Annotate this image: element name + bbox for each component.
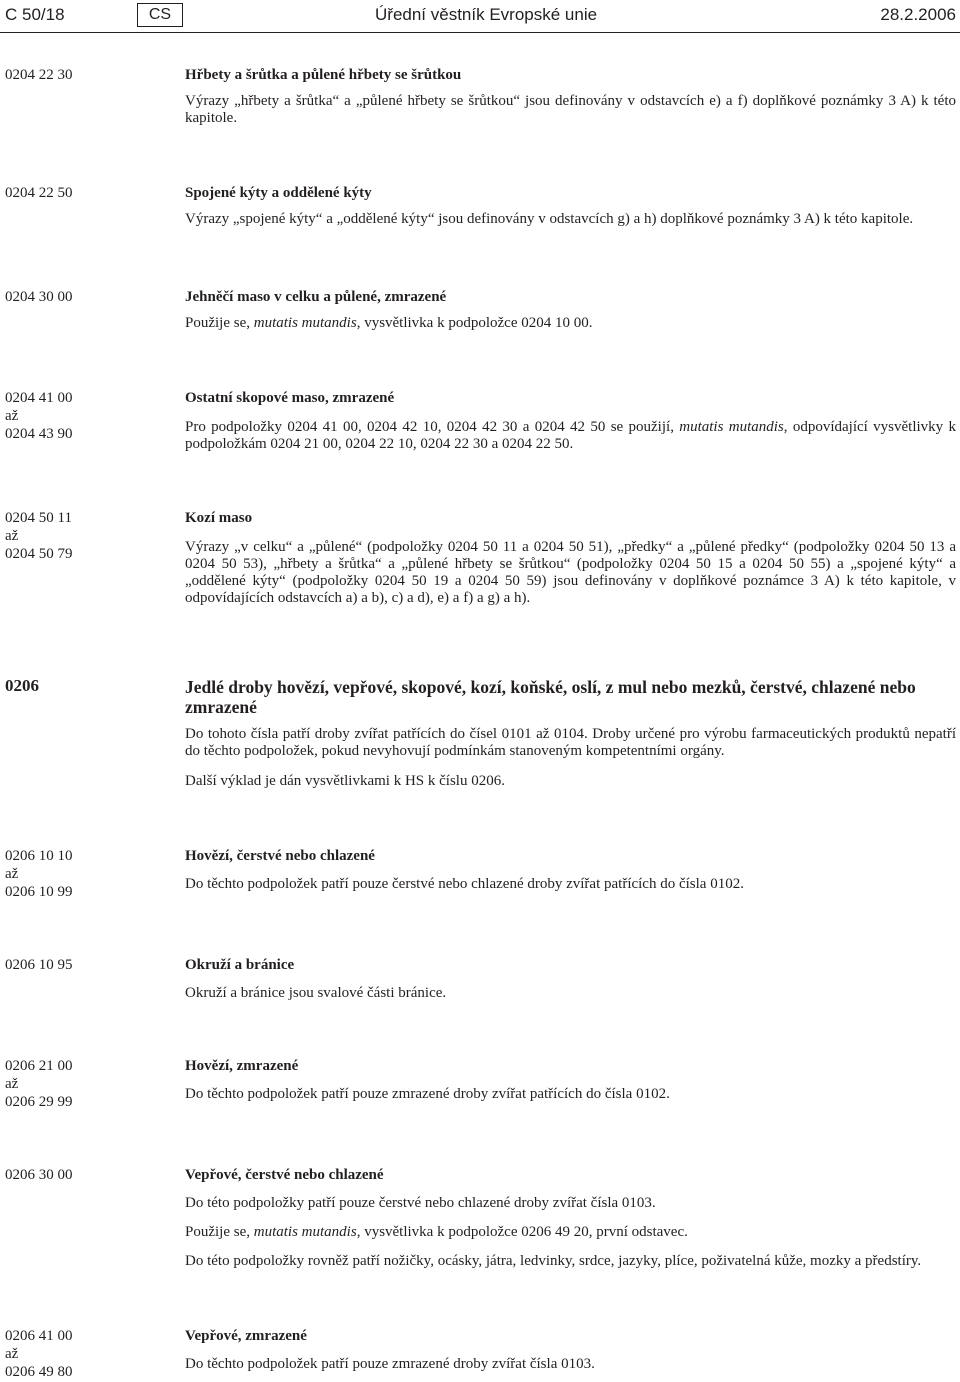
code-number: 0206 30 00 — [5, 1167, 73, 1183]
paragraph-text: Další výklad je dán vysvětlivkami k HS k číslu 0206. — [185, 773, 505, 789]
entry-content — [185, 1057, 956, 1103]
latin-phrase: mutatis mutandis — [253, 1224, 357, 1240]
entry-title: Vepřové, zmrazené — [185, 1328, 307, 1344]
paragraph-text: Do těchto podpoložek patří pouze čerstvé nebo chlazené droby zvířat patřících do čísla 0102. — [185, 876, 744, 892]
page-reference: C 50/18 — [5, 5, 65, 24]
code-number: 0206 49 80 — [5, 1364, 73, 1380]
entry-content — [185, 509, 956, 607]
journal-header — [0, 0, 960, 30]
code-number: 0206 10 10 — [5, 848, 73, 864]
entry-content — [185, 184, 956, 228]
entry-paragraph — [185, 1356, 956, 1373]
subheading-code — [5, 956, 165, 974]
latin-phrase: mutatis mutandis — [679, 419, 784, 435]
paragraph-text: Do těchto podpoložek patří pouze zmrazené droby zvířat čísla 0103. — [185, 1356, 595, 1372]
entry-paragraph — [185, 726, 956, 760]
code-number: 0204 30 00 — [5, 289, 73, 305]
subheading-code — [5, 66, 165, 84]
code-range-separator: až — [5, 1346, 19, 1362]
subheading-code — [5, 184, 165, 202]
paragraph-text: Okruží a bránice jsou svalové části bránice. — [185, 985, 447, 1001]
paragraph-text: , vysvětlivka k podpoložce 0204 10 00. — [356, 315, 593, 331]
language-badge: CS — [137, 3, 183, 27]
entry-paragraph — [185, 1195, 956, 1212]
code-number: 0204 50 79 — [5, 546, 73, 562]
entry-title: Hovězí, zmrazené — [185, 1058, 299, 1074]
entry-paragraph — [185, 1086, 956, 1103]
code-range-separator: až — [5, 528, 19, 544]
entry-title: Hřbety a šrůtka a půlené hřbety se šrůtkou — [185, 67, 462, 83]
subheading-code — [5, 1057, 165, 1111]
paragraph-text: Do tohoto čísla patří droby zvířat patřících do čísel 0101 až 0104. Droby určené pro výrobu farmaceutických produktů nepatří do těchto podpoložek, pokud nevyhovují podmínkám stanoveným kompetentními orgány. — [185, 726, 956, 759]
code-number: 0204 22 30 — [5, 67, 73, 83]
entry-paragraph — [185, 773, 956, 790]
entry-content — [185, 847, 956, 893]
paragraph-text: Do této podpoložky rovněž patří nožičky, ocásky, játra, ledvinky, srdce, jazyky, plíce, poživatelná kůže, mozky a předstíry. — [185, 1253, 922, 1269]
entry-title: Hovězí, čerstvé nebo chlazené — [185, 848, 375, 864]
entry-paragraph — [185, 93, 956, 127]
entry-content — [185, 66, 956, 127]
subheading-code — [5, 677, 165, 695]
entry-content — [185, 389, 956, 453]
entry-paragraph — [185, 315, 956, 332]
subheading-code — [5, 389, 165, 443]
code-number: 0206 29 99 — [5, 1094, 73, 1110]
latin-phrase: mutatis mutandis — [253, 315, 357, 331]
entry-title: Okruží a bránice — [185, 957, 295, 973]
entry-paragraph — [185, 211, 956, 228]
paragraph-text: , odpovídající vysvětlivky k podpoložkám 0204 21 00, 0204 22 10, 0204 22 30 a 0204 22 50. — [185, 419, 956, 452]
subheading-code — [5, 1327, 165, 1381]
paragraph-text: Pro podpoložky 0204 41 00, 0204 42 10, 0204 42 30 a 0204 42 50 se použijí, — [185, 419, 680, 435]
code-range-separator: až — [5, 866, 19, 882]
code-number: 0206 10 99 — [5, 884, 73, 900]
entry-content — [185, 1166, 956, 1270]
paragraph-text: Použije se, — [185, 315, 254, 331]
entry-title: Spojené kýty a oddělené kýty — [185, 185, 372, 201]
entry-paragraph — [185, 1253, 956, 1270]
code-number: 0206 — [5, 676, 39, 695]
entry-title: Ostatní skopové maso, zmrazené — [185, 390, 395, 406]
paragraph-text: , vysvětlivka k podpoložce 0206 49 20, první odstavec. — [356, 1224, 688, 1240]
entry-content — [185, 288, 956, 332]
entry-title: Jehněčí maso v celku a půlené, zmrazené — [185, 289, 447, 305]
entry-content — [185, 677, 956, 790]
code-number: 0204 41 00 — [5, 390, 73, 406]
paragraph-text: Výrazy „hřbety a šrůtka“ a „půlené hřbety se šrůtkou“ jsou definovány v odstavcích e) a f) doplňkové poznámky 3 A) k této kapitole. — [185, 93, 956, 126]
entry-title: Vepřové, čerstvé nebo chlazené — [185, 1167, 384, 1183]
subheading-code — [5, 509, 165, 563]
subheading-code — [5, 1166, 165, 1184]
entry-paragraph — [185, 539, 956, 607]
paragraph-text: Výrazy „v celku“ a „půlené“ (podpoložky 0204 50 11 a 0204 50 51), „předky“ a „půlené předky“ (podpoložky 0204 50 13 a 0204 50 53), „hřbety a šrůtka“ a „půlené hřbety se šrůtkou“ (podpoložky 0204 50 15 a 0204 50 55) a „spojené kýty“ a „oddělené kýty“ (podpoložky 0204 50 19 a 0204 50 59) jsou definovány v doplňkové poznámce 3 A) k této kapitole, v odpovídajících odstavcích a) a b), c) a d), e) a f) a g) a h). — [185, 539, 956, 606]
code-number: 0204 50 11 — [5, 510, 72, 526]
publication-date: 28.2.2006 — [880, 5, 956, 24]
paragraph-text: Do této podpoložky patří pouze čerstvé nebo chlazené droby zvířat čísla 0103. — [185, 1195, 656, 1211]
subheading-code — [5, 847, 165, 901]
entry-paragraph — [185, 419, 956, 453]
entry-content — [185, 956, 956, 1002]
entry-title: Jedlé droby hovězí, vepřové, skopové, kozí, koňské, oslí, z mul nebo mezků, čerstvé, chlazené nebo zmrazené — [185, 677, 916, 717]
entry-paragraph — [185, 876, 956, 893]
code-number: 0204 22 50 — [5, 185, 73, 201]
journal-title: Úřední věstník Evropské unie — [375, 5, 598, 24]
entry-title: Kozí maso — [185, 510, 253, 526]
code-number: 0204 43 90 — [5, 426, 73, 442]
code-number: 0206 21 00 — [5, 1058, 73, 1074]
code-number: 0206 10 95 — [5, 957, 73, 973]
entry-paragraph — [185, 985, 956, 1002]
paragraph-text: Do těchto podpoložek patří pouze zmrazené droby zvířat patřících do čísla 0102. — [185, 1086, 670, 1102]
entry-content — [185, 1327, 956, 1373]
paragraph-text: Výrazy „spojené kýty“ a „oddělené kýty“ jsou definovány v odstavcích g) a h) doplňkové poznámky 3 A) k této kapitole. — [185, 211, 914, 227]
code-range-separator: až — [5, 1076, 19, 1092]
header-rule — [0, 32, 960, 33]
code-range-separator: až — [5, 408, 19, 424]
paragraph-text: Použije se, — [185, 1224, 254, 1240]
subheading-code — [5, 288, 165, 306]
entry-paragraph — [185, 1224, 956, 1241]
code-number: 0206 41 00 — [5, 1328, 73, 1344]
